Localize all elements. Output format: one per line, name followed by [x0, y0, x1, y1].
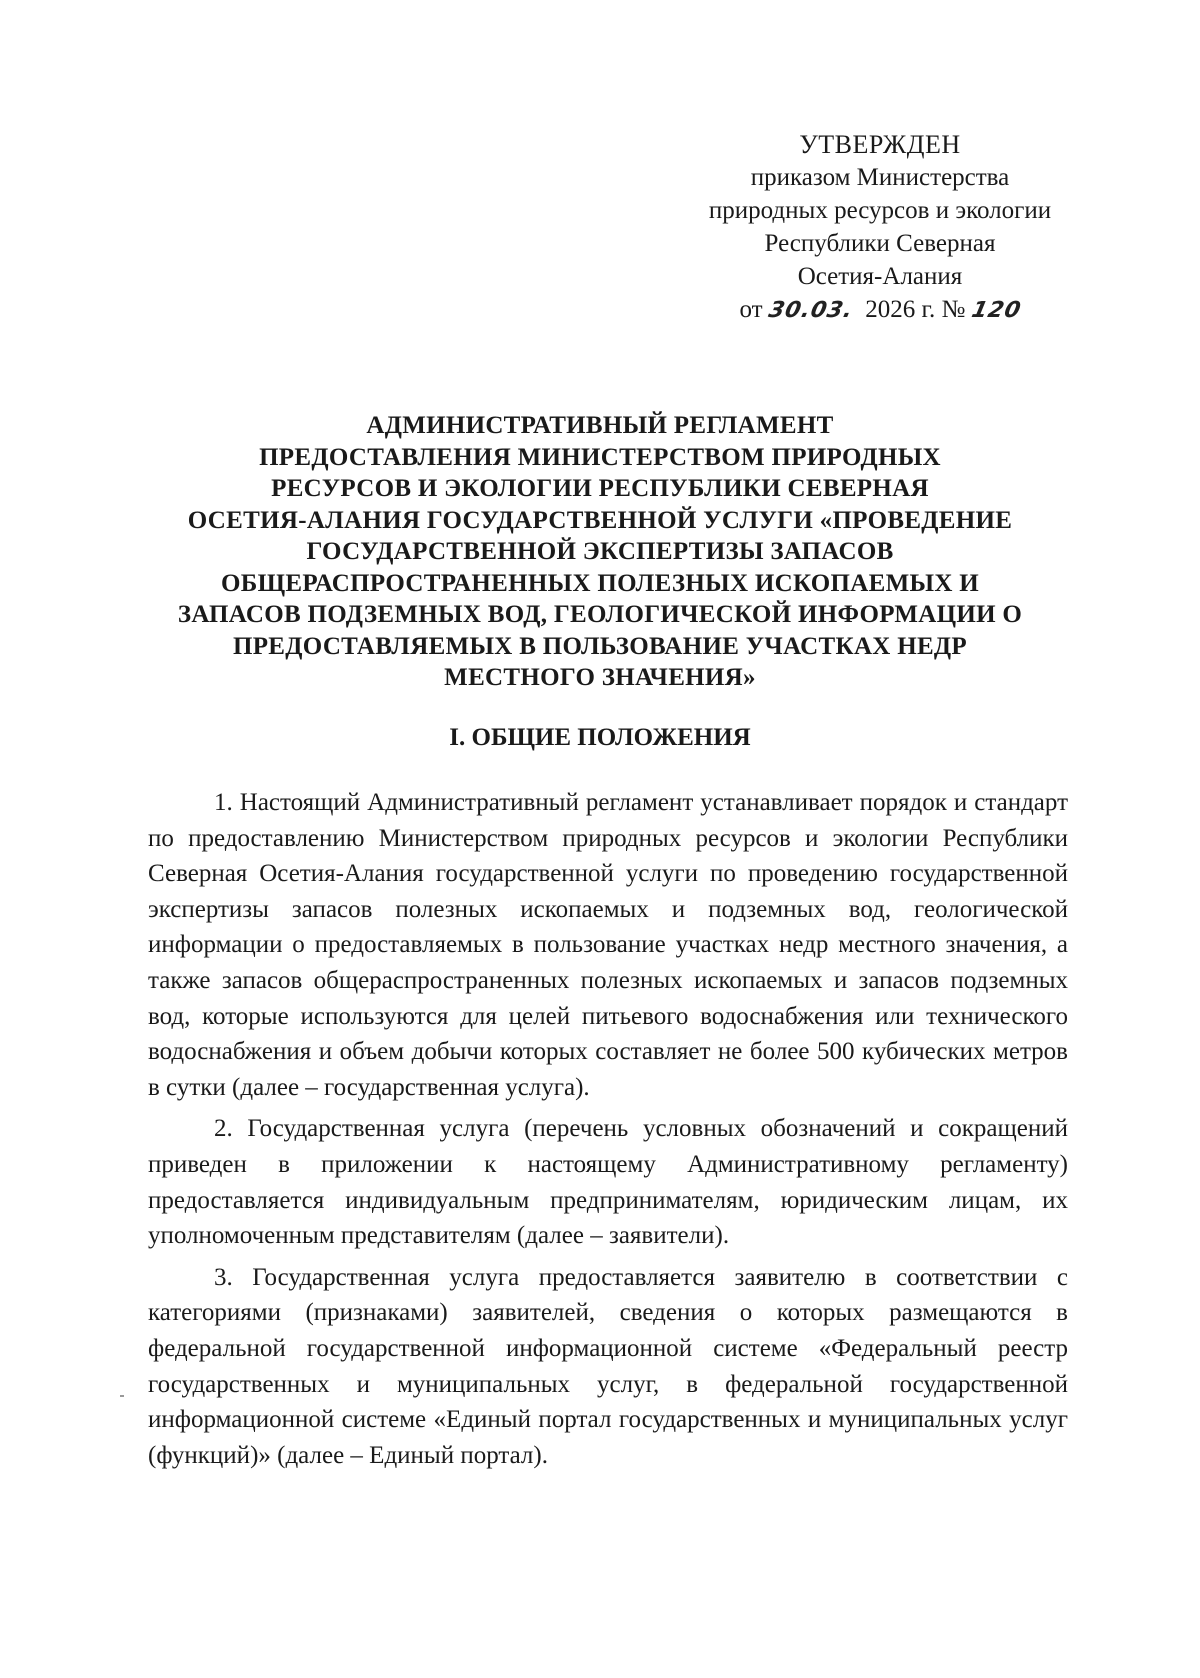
paragraph-3: 3. Государственная услуга предоставляется заявителю в соответствии с категориями (признаками) заявителей, сведения о которых размещаются в федеральной государственной информационной системе «Федеральный реестр государственных и муниципальных услуг, в федеральной государственной информационной системе «Единый портал государственных и муниципальных услуг (функций)» (далее – Единый портал).: [148, 1263, 1068, 1469]
title-line: ЗАПАСОВ ПОДЗЕМНЫХ ВОД, ГЕОЛОГИЧЕСКОЙ ИНФОРМАЦИИ О: [177, 601, 1023, 628]
handwritten-order-number: 120: [968, 298, 1024, 323]
paragraph-1: 1. Настоящий Административный регламент устанавливает порядок и стандарт по предоставлению Министерством природных ресурсов и экологии Республики Северная Осетия-Алания государственной услуги по проведению государственной экспертизы запасов полезных ископаемых и подземных вод, геологической информации о предоставляемых в пользование участках недр местного значения, а также запасов общераспространенных полезных ископаемых и запасов подземных вод, которые используются для целей питьевого водоснабжения или технического водоснабжения и объем добычи которых составляет не более 500 кубических метров в сутки (далее – государственная услуга).: [148, 789, 1068, 1101]
title-line: АДМИНИСТРАТИВНЫЙ РЕГЛАМЕНТ: [366, 412, 834, 439]
approval-stamp-block: [680, 128, 1080, 327]
year-text: 2026 г. №: [865, 296, 966, 323]
title-line: ПРЕДОСТАВЛЯЕМЫХ В ПОЛЬЗОВАНИЕ УЧАСТКАХ НЕДР: [232, 632, 967, 660]
title-line: ГОСУДАРСТВЕННОЙ ЭКСПЕРТИЗЫ ЗАПАСОВ: [306, 538, 894, 565]
section-heading: I. ОБЩИЕ ПОЛОЖЕНИЯ: [449, 724, 751, 751]
approval-line-2: природных ресурсов и экологии: [708, 197, 1052, 224]
title-line: МЕСТНОГО ЗНАЧЕНИЯ»: [444, 664, 756, 691]
title-line: ОБЩЕРАСПРОСТРАНЕННЫХ ПОЛЕЗНЫХ ИСКОПАЕМЫХ И: [221, 569, 979, 597]
title-line: РЕСУРСОВ И ЭКОЛОГИИ РЕСПУБЛИКИ СЕВЕРНАЯ: [271, 475, 929, 502]
document-title: [150, 410, 1050, 694]
handwritten-date: 30.03.: [766, 298, 856, 323]
approval-date-line: [680, 293, 1080, 327]
approval-line-1: приказом Министерства: [750, 164, 1010, 191]
date-prefix: от: [739, 296, 763, 323]
document-body: [148, 785, 1068, 1479]
title-line: ПРЕДОСТАВЛЕНИЯ МИНИСТЕРСТВОМ ПРИРОДНЫХ: [259, 443, 941, 471]
approval-line-4: Осетия-Алания: [797, 263, 963, 290]
approval-line-3: Республики Северная: [764, 230, 996, 257]
approved-label: УТВЕРЖДЕН: [799, 130, 961, 159]
scan-artifact: [120, 1395, 124, 1397]
paragraph-2: 2. Государственная услуга (перечень условных обозначений и сокращений приведен в приложении к настоящему Административному регламенту) предоставляется индивидуальным предпринимателям, юридическим лицам, их уполномоченным представителям (далее – заявители).: [148, 1115, 1068, 1250]
title-line: ОСЕТИЯ-АЛАНИЯ ГОСУДАРСТВЕННОЙ УСЛУГИ «ПРОВЕДЕНИЕ: [187, 506, 1013, 534]
